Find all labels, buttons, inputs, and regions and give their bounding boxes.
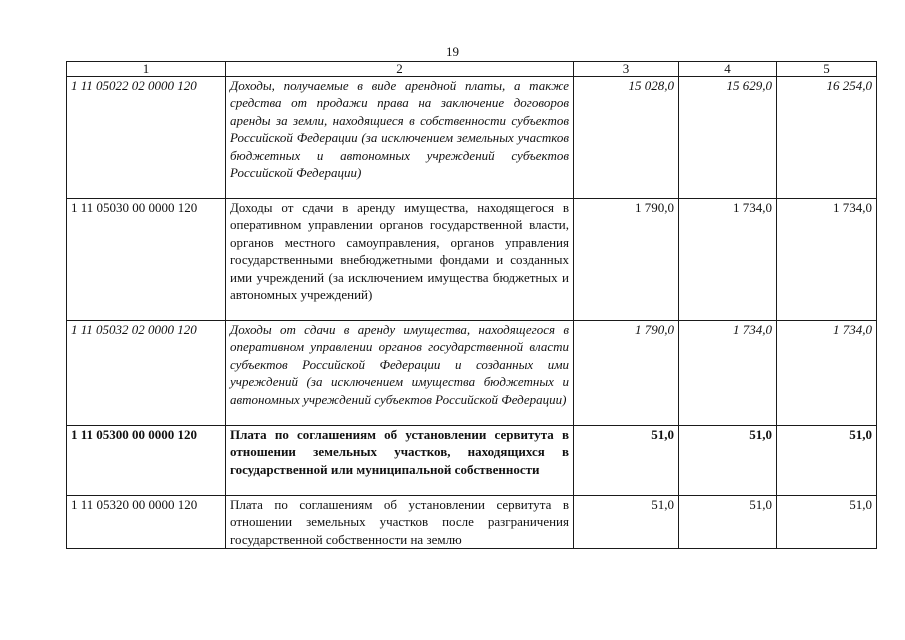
revenue-table <box>66 61 877 549</box>
table-row <box>67 496 877 549</box>
column-header: 3 <box>574 62 679 77</box>
column-header: 5 <box>777 62 877 77</box>
value-cell: 51,0 <box>574 496 679 549</box>
table-row <box>67 426 877 496</box>
column-header: 2 <box>226 62 574 77</box>
value-cell: 51,0 <box>777 426 877 496</box>
value-cell: 1 734,0 <box>777 321 877 426</box>
value-cell: 51,0 <box>679 426 777 496</box>
value-cell: 16 254,0 <box>777 77 877 199</box>
value-cell: 1 790,0 <box>574 199 679 321</box>
value-cell: 51,0 <box>777 496 877 549</box>
value-cell: 51,0 <box>574 426 679 496</box>
value-cell: 51,0 <box>679 496 777 549</box>
budget-code-cell: 1 11 05022 02 0000 120 <box>67 77 226 199</box>
value-cell: 15 028,0 <box>574 77 679 199</box>
column-header: 1 <box>67 62 226 77</box>
table-row <box>67 199 877 321</box>
value-cell: 1 734,0 <box>679 199 777 321</box>
budget-code-cell: 1 11 05300 00 0000 120 <box>67 426 226 496</box>
value-cell: 1 790,0 <box>574 321 679 426</box>
budget-code-cell: 1 11 05032 02 0000 120 <box>67 321 226 426</box>
value-cell: 1 734,0 <box>679 321 777 426</box>
table-row <box>67 321 877 426</box>
description-cell: Доходы от сдачи в аренду имущества, находящегося в оперативном управлении органов государственной власти субъектов Российской Федерации и созданных ими учреждений (за исключением имущества бюджетных и автономных учреждений субъектов Российской Федерации) <box>226 321 574 426</box>
column-header: 4 <box>679 62 777 77</box>
value-cell: 1 734,0 <box>777 199 877 321</box>
description-cell: Плата по соглашениям об установлении сервитута в отношении земельных участков, находящихся в государственной или муниципальной собственности <box>226 426 574 496</box>
description-cell: Доходы от сдачи в аренду имущества, находящегося в оперативном управлении органов государственной власти, органов местного самоуправления, органов управления государственными внебюджетными фондами и созданных ими учреждений (за исключением имущества бюджетных и автономных учреждений) <box>226 199 574 321</box>
table-row <box>67 77 877 199</box>
budget-code-cell: 1 11 05030 00 0000 120 <box>67 199 226 321</box>
description-cell: Доходы, получаемые в виде арендной платы, а также средства от продажи права на заключение договоров аренды за земли, находящиеся в собственности субъектов Российской Федерации (за исключением земельных участков бюджетных и автономных учреждений субъектов Российской Федерации) <box>226 77 574 199</box>
value-cell: 15 629,0 <box>679 77 777 199</box>
budget-code-cell: 1 11 05320 00 0000 120 <box>67 496 226 549</box>
description-cell: Плата по соглашениям об установлении сервитута в отношении земельных участков после разграничения государственной собственности на землю <box>226 496 574 549</box>
table-header-row <box>67 62 877 77</box>
page-number: 19 <box>446 44 459 59</box>
